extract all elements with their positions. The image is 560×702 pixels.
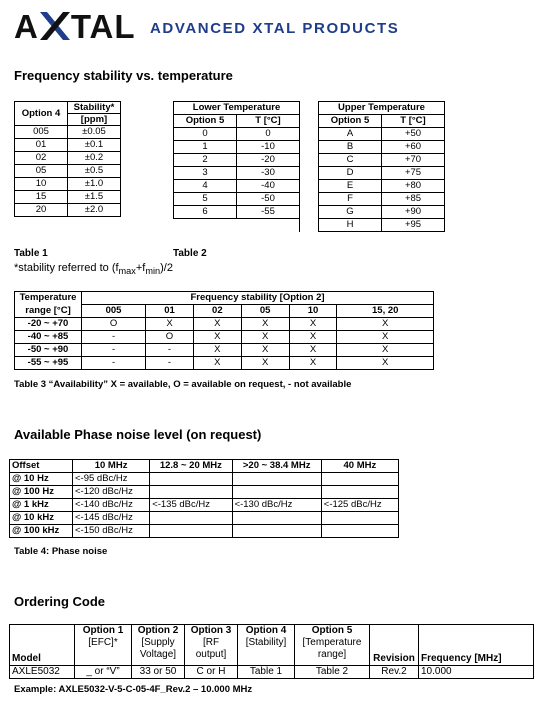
table-row: 20 ±2.0 bbox=[15, 204, 121, 217]
table-row: H +95 bbox=[174, 219, 445, 232]
table-row: 05 ±0.5 bbox=[15, 165, 121, 178]
table4-caption: Table 4: Phase noise bbox=[14, 546, 108, 557]
stability-footnote: *stability referred to $(f_{max}+f_{min})/2$ bbox=[14, 262, 173, 277]
table-row: 10 ±1.0 bbox=[15, 178, 121, 191]
table-row: @ 10 kHz <-145 dBc/Hz bbox=[10, 512, 399, 525]
table-row: -55 ~ +95 - - X X X X bbox=[15, 357, 434, 370]
x-logo-icon bbox=[40, 12, 70, 40]
table-row: -20 ~ +70 O X X X X X bbox=[15, 318, 434, 331]
table3-caption: Table 3 “Availability” X = available, O = available on request, - not available bbox=[14, 379, 352, 390]
brand-tagline: ADVANCED XTAL PRODUCTS bbox=[150, 20, 400, 37]
table1-caption: Table 1 bbox=[14, 248, 48, 259]
ordering-example: Example: AXLE5032-V-5-C-05-4F_Rev.2 – 10.000 MHz bbox=[14, 684, 253, 695]
table-row: @ 100 Hz <-120 dBc/Hz bbox=[10, 486, 399, 499]
section-title-ordering: Ordering Code bbox=[14, 594, 106, 609]
section-title-phase-noise: Available Phase noise level (on request) bbox=[14, 427, 262, 442]
table-row: 4 -40 E +80 bbox=[174, 180, 445, 193]
table-row: @ 100 kHz <-150 dBc/Hz bbox=[10, 525, 399, 538]
table2-caption: Table 2 bbox=[173, 248, 207, 259]
table-row: -50 ~ +90 - - X X X X bbox=[15, 344, 434, 357]
table-row: 005 ±0.05 bbox=[15, 126, 121, 139]
table-row: -40 ~ +85 - O X X X X bbox=[15, 331, 434, 344]
table-row: 5 -50 F +85 bbox=[174, 193, 445, 206]
table-row: 0 0 A +50 bbox=[174, 128, 445, 141]
axtal-logo: A TAL bbox=[14, 8, 136, 45]
table-temperature-options: Lower Temperature Upper Temperature Option 5 T [°C] Option 5 T [°C] 0 0 A +50 1 -10 B +60 2 -20 C +70 3 -30 D +75 4 -40 E +80 5 -50 F +85 6 -55 G +90 H +95 bbox=[173, 101, 445, 232]
table-availability: Temperature Frequency stability [Option 2] range [°C] 005 01 02 05 10 15, 20 -20 ~ +70 O X X X X X -40 ~ +85 - O X X X X -50 ~ +90 - - X X X X -55 ~ +95 - - X X X X bbox=[14, 291, 434, 370]
table-row: 15 ±1.5 bbox=[15, 191, 121, 204]
table-row: @ 1 kHz <-140 dBc/Hz <-135 dBc/Hz <-130 dBc/Hz <-125 dBc/Hz bbox=[10, 499, 399, 512]
table-row: 2 -20 C +70 bbox=[174, 154, 445, 167]
table-stability: Option 4 Stability* [ppm] 005 ±0.05 01 ±0.1 02 ±0.2 05 ±0.5 10 ±1.0 15 ±1.5 20 ±2.0 bbox=[14, 101, 121, 217]
table-row: 6 -55 G +90 bbox=[174, 206, 445, 219]
section-title-stability: Frequency stability vs. temperature bbox=[14, 68, 233, 83]
table-row: 3 -30 D +75 bbox=[174, 167, 445, 180]
table-row: 01 ±0.1 bbox=[15, 139, 121, 152]
table-row: @ 10 Hz <-95 dBc/Hz bbox=[10, 473, 399, 486]
table-ordering-code: Model Option 1 [EFC]* Option 2 [Supply Voltage] Option 3 [RF output] Option 4 [Stability] Option 5 [Temperature range] Revision Frequency [MHz] AXLE5032 _ or “V” 33 or 50 C or H Table 1 Table 2 Rev.2 10.000 bbox=[9, 624, 534, 679]
table-row: 02 ±0.2 bbox=[15, 152, 121, 165]
table-row: 1 -10 B +60 bbox=[174, 141, 445, 154]
table-phase-noise: Offset 10 MHz 12.8 ~ 20 MHz >20 ~ 38.4 MHz 40 MHz @ 10 Hz <-95 dBc/Hz @ 100 Hz <-120 dBc/Hz @ 1 kHz <-140 dBc/Hz <-135 dBc/Hz <-130 dBc/Hz <-125 dBc/Hz @ 10 kHz <-145 dBc/Hz @ 100 kHz <-150 dBc/Hz bbox=[9, 459, 399, 538]
